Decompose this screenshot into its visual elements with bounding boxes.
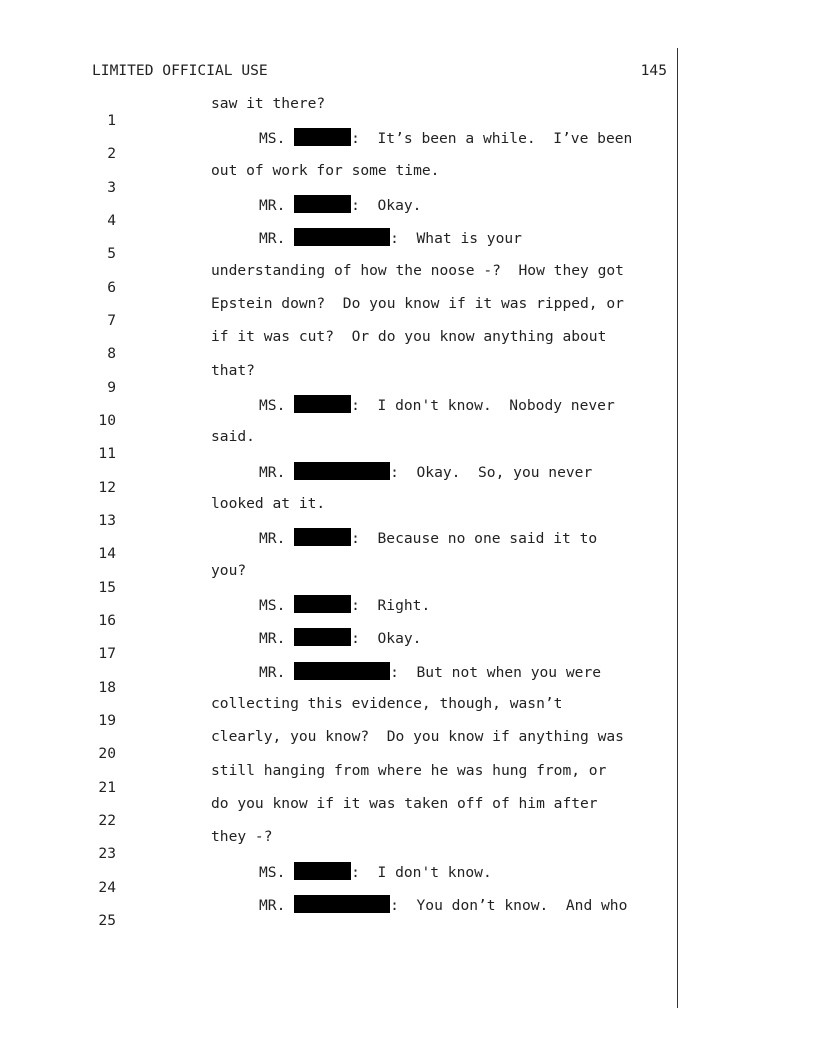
speaker-turn xyxy=(259,862,492,881)
line-text: looked at it. xyxy=(211,494,326,512)
speaker-title: MS. xyxy=(259,596,286,614)
transcript-line xyxy=(0,528,816,561)
speaker-title: MR. xyxy=(259,530,286,548)
line-number: 25 xyxy=(98,911,116,929)
transcript-line xyxy=(0,562,816,595)
page-header-title: LIMITED OFFICIAL USE xyxy=(92,62,268,79)
speaker-turn xyxy=(259,462,592,481)
line-number: 3 xyxy=(107,178,116,196)
speaker-title: MR. xyxy=(259,663,286,681)
transcript-line xyxy=(0,762,816,795)
transcript-line xyxy=(0,662,816,695)
line-text: : But not when you were xyxy=(390,663,602,681)
transcript-line xyxy=(0,795,816,828)
redaction-block xyxy=(294,195,351,213)
line-number: 13 xyxy=(98,511,116,529)
speaker-turn xyxy=(259,195,421,214)
line-number: 23 xyxy=(98,845,116,863)
line-text: saw it there? xyxy=(211,95,326,112)
transcript-lines xyxy=(0,95,816,928)
transcript-line xyxy=(0,862,816,895)
line-number: 11 xyxy=(98,445,116,463)
redaction-block xyxy=(294,628,351,646)
transcript-line xyxy=(0,628,816,661)
redaction-block xyxy=(294,595,351,613)
line-number: 16 xyxy=(98,611,116,629)
redaction-block xyxy=(294,862,351,880)
speaker-title: MR. xyxy=(259,230,286,248)
line-text: collecting this evidence, though, wasn’t xyxy=(211,694,563,712)
transcript-line xyxy=(0,495,816,528)
speaker-title: MR. xyxy=(259,896,286,914)
redaction-block xyxy=(294,395,351,413)
line-number: 20 xyxy=(98,745,116,763)
line-text: : You don’t know. And who xyxy=(390,896,628,914)
speaker-title: MS. xyxy=(259,396,286,414)
redaction-block xyxy=(294,128,351,146)
speaker-title: MR. xyxy=(259,196,286,214)
line-number: 1 xyxy=(107,112,116,129)
line-text: : Okay. xyxy=(351,630,422,648)
line-text: : Right. xyxy=(351,596,431,614)
transcript-line xyxy=(0,428,816,461)
line-number: 14 xyxy=(98,545,116,563)
speaker-turn xyxy=(259,528,597,547)
redaction-block xyxy=(294,662,390,680)
line-number: 2 xyxy=(107,145,116,163)
speaker-turn xyxy=(259,662,601,681)
transcript-line xyxy=(0,595,816,628)
speaker-title: MR. xyxy=(259,463,286,481)
line-number: 17 xyxy=(98,645,116,663)
line-number: 19 xyxy=(98,711,116,729)
line-number: 9 xyxy=(107,378,116,396)
line-number: 10 xyxy=(98,411,116,429)
redaction-block xyxy=(294,528,351,546)
line-text: that? xyxy=(211,361,255,379)
line-text: : Okay. So, you never xyxy=(390,463,593,481)
line-text: : I don't know. xyxy=(351,863,492,881)
line-text: : It’s been a while. I’ve been xyxy=(351,130,633,148)
speaker-turn xyxy=(259,595,430,614)
speaker-title: MS. xyxy=(259,130,286,148)
line-text: : Because no one said it to xyxy=(351,530,598,548)
line-text: out of work for some time. xyxy=(211,161,440,179)
line-number: 18 xyxy=(98,678,116,696)
transcript-line xyxy=(0,195,816,228)
transcript-line xyxy=(0,262,816,295)
line-number: 12 xyxy=(98,478,116,496)
transcript-line xyxy=(0,162,816,195)
line-number: 6 xyxy=(107,278,116,296)
transcript-line xyxy=(0,895,816,928)
line-text: understanding of how the noose -? How they got xyxy=(211,261,624,279)
transcript-line xyxy=(0,728,816,761)
transcript-line xyxy=(0,462,816,495)
speaker-turn xyxy=(259,395,615,414)
line-text: you? xyxy=(211,561,247,579)
speaker-turn xyxy=(259,228,522,247)
transcript-line xyxy=(0,95,816,128)
line-number: 7 xyxy=(107,311,116,329)
transcript-line xyxy=(0,128,816,161)
transcript-line xyxy=(0,828,816,861)
transcript-line xyxy=(0,228,816,261)
speaker-turn xyxy=(259,628,421,647)
speaker-turn xyxy=(259,128,632,147)
transcript-line xyxy=(0,362,816,395)
line-number: 21 xyxy=(98,778,116,796)
line-number: 15 xyxy=(98,578,116,596)
speaker-turn xyxy=(259,895,627,914)
redaction-block xyxy=(294,895,390,913)
line-text: : Okay. xyxy=(351,196,422,214)
line-text: they -? xyxy=(211,828,273,846)
line-number: 8 xyxy=(107,345,116,363)
line-text: : What is your xyxy=(390,230,522,248)
speaker-title: MS. xyxy=(259,863,286,881)
line-number: 24 xyxy=(98,878,116,896)
redaction-block xyxy=(294,228,390,246)
transcript-line xyxy=(0,695,816,728)
transcript-line xyxy=(0,395,816,428)
line-number: 5 xyxy=(107,245,116,263)
line-text: if it was cut? Or do you know anything about xyxy=(211,328,607,346)
line-text: : I don't know. Nobody never xyxy=(351,396,615,414)
page-number: 145 xyxy=(640,62,667,79)
line-text: still hanging from where he was hung from, or xyxy=(211,761,607,779)
speaker-title: MR. xyxy=(259,630,286,648)
line-number: 22 xyxy=(98,811,116,829)
line-text: do you know if it was taken off of him after xyxy=(211,794,598,812)
line-text: clearly, you know? Do you know if anything was xyxy=(211,728,624,746)
line-number: 4 xyxy=(107,211,116,229)
transcript-line xyxy=(0,295,816,328)
redaction-block xyxy=(294,462,390,480)
line-text: said. xyxy=(211,428,255,446)
line-text: Epstein down? Do you know if it was ripped, or xyxy=(211,294,624,312)
transcript-line xyxy=(0,328,816,361)
